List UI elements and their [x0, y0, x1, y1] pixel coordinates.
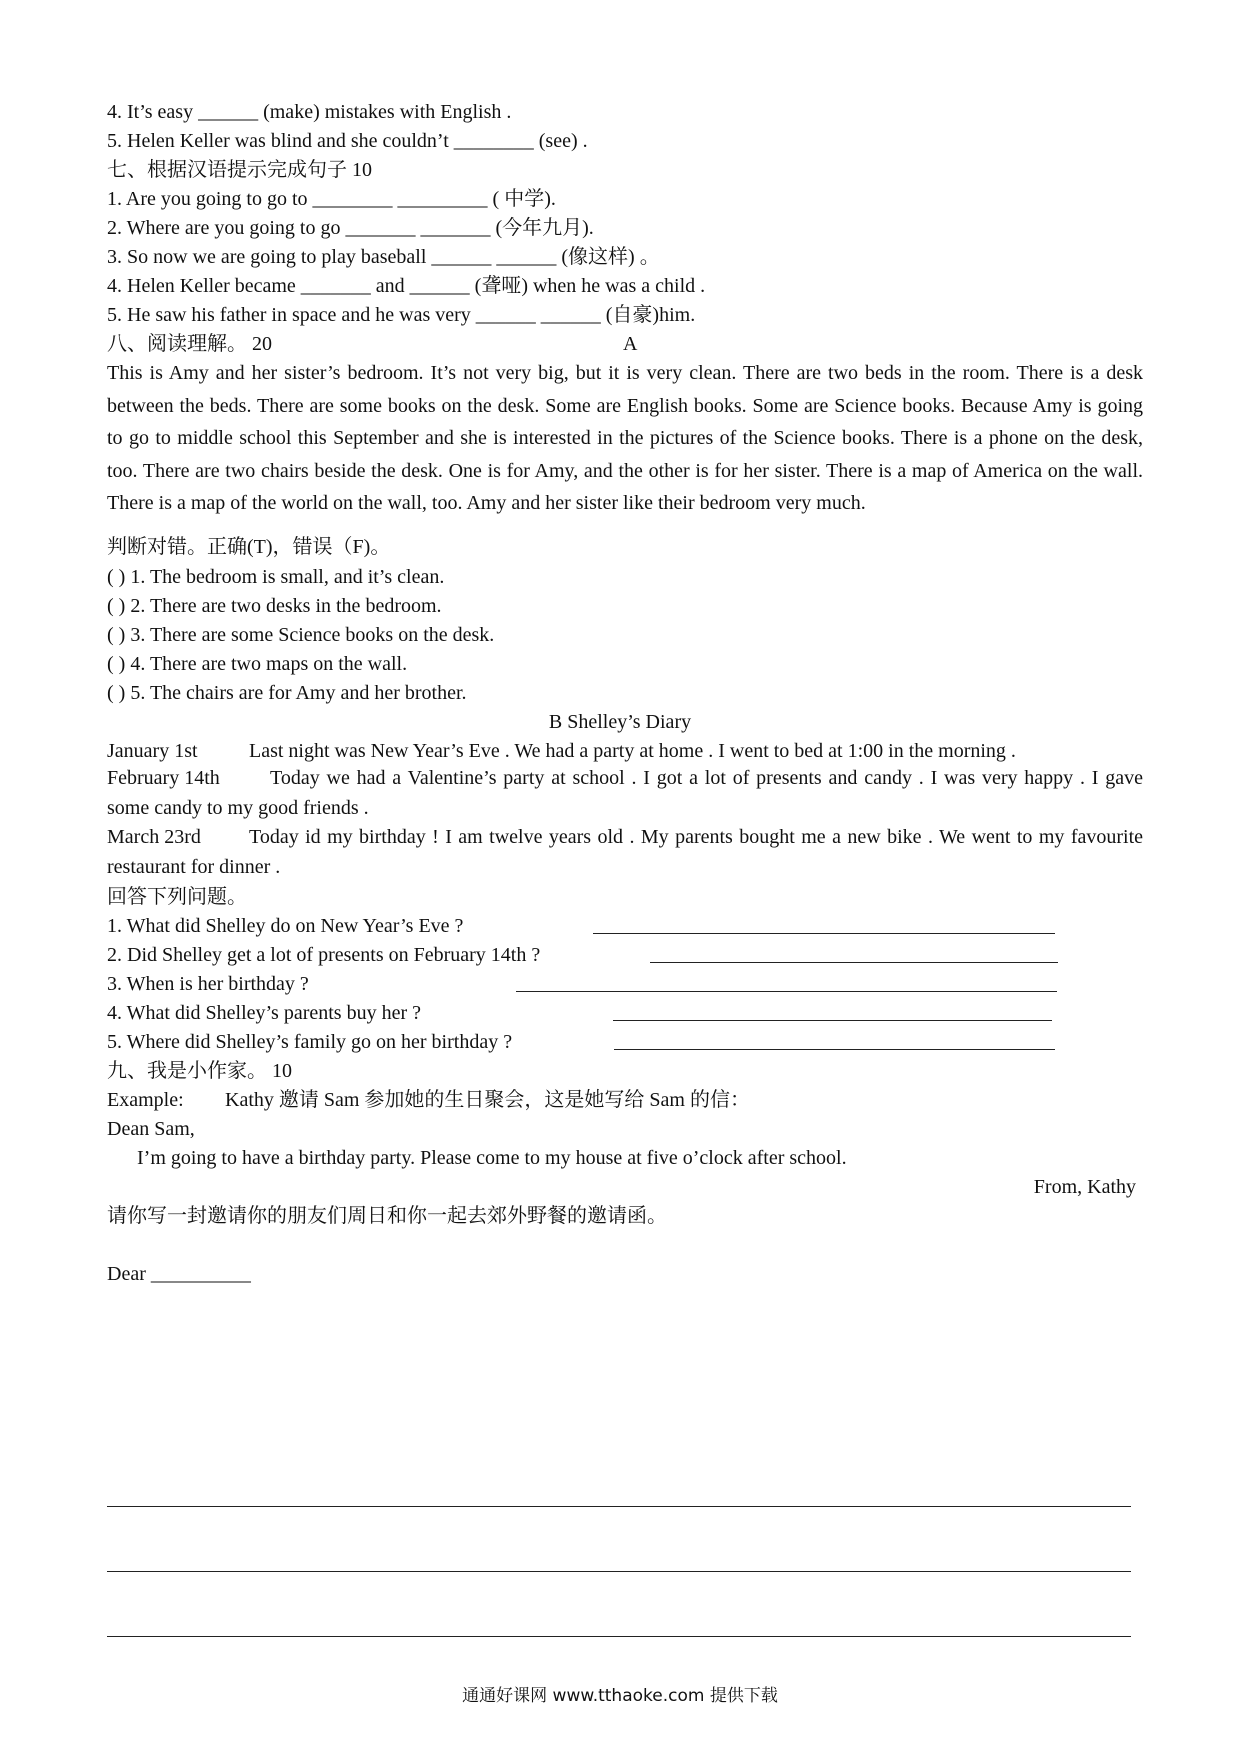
- sec6-q4: 4. It’s easy ______ (make) mistakes with English .: [107, 101, 512, 123]
- tf-item: ( ) 2. There are two desks in the bedroom.: [107, 595, 442, 617]
- letter-body: I’m going to have a birthday party. Please come to my house at five o’clock after school.: [137, 1147, 847, 1169]
- writing-line[interactable]: [107, 1571, 1131, 1572]
- writing-line[interactable]: [107, 1506, 1131, 1507]
- question: 2. Did Shelley get a lot of presents on February 14th ?: [107, 944, 541, 966]
- diary-entry: [107, 823, 1143, 882]
- sec7-q1: 1. Are you going to go to ________ _________ ( 中学).: [107, 188, 556, 210]
- answer-line[interactable]: [614, 1049, 1055, 1050]
- answer-line[interactable]: [593, 933, 1055, 934]
- question: 4. What did Shelley’s parents buy her ?: [107, 1002, 422, 1024]
- diary-text: Today we had a Valentine’s party at school . I got a lot of presents and candy . I was very happy . I gave some candy to my good friends .: [107, 767, 1143, 819]
- letter-salutation: Dean Sam,: [107, 1118, 195, 1140]
- writing-task: 请你写一封邀请你的朋友们周日和你一起去郊外野餐的邀请函。: [107, 1205, 667, 1227]
- diary-entry: [107, 735, 1016, 767]
- sec7-q4: 4. Helen Keller became _______ and ______ (聋哑) when he was a child .: [107, 275, 706, 297]
- example-desc: Kathy 邀请 Sam 参加她的生日聚会，这是她写给 Sam 的信：: [225, 1089, 750, 1111]
- tf-item: ( ) 4. There are two maps on the wall.: [107, 653, 408, 675]
- qa-instruction: 回答下列问题。: [107, 886, 247, 908]
- part-b-title: B Shelley’s Diary: [548, 711, 692, 733]
- diary-text: Last night was New Year’s Eve . We had a party at home . I went to bed at 1:00 in the morning .: [249, 740, 1016, 762]
- tf-item: ( ) 3. There are some Science books on the desk.: [107, 624, 495, 646]
- sec8-heading: 八、阅读理解。 20: [107, 333, 272, 355]
- sec9-heading: 九、我是小作家。 10: [107, 1060, 292, 1082]
- tf-instruction: 判断对错。正确(T)，错误（F)。: [107, 536, 391, 558]
- question: 1. What did Shelley do on New Year’s Eve ?: [107, 915, 464, 937]
- diary-entry: [107, 764, 1143, 823]
- diary-date: February 14th: [107, 767, 220, 789]
- diary-date: January 1st: [107, 740, 198, 762]
- question: 5. Where did Shelley’s family go on her birthday ?: [107, 1031, 513, 1053]
- question: 3. When is her birthday ?: [107, 973, 309, 995]
- answer-line[interactable]: [650, 962, 1058, 963]
- letter-signoff: From, Kathy: [1033, 1176, 1136, 1198]
- sec7-q5: 5. He saw his father in space and he was very ______ ______ (自豪)him.: [107, 304, 696, 326]
- page-footer: 通通好课网 www.tthaoke.com 提供下载: [462, 1686, 778, 1706]
- example-label: Example:: [107, 1089, 184, 1111]
- answer-line[interactable]: [516, 991, 1057, 992]
- part-a-label: A: [623, 333, 638, 355]
- diary-date: March 23rd: [107, 826, 201, 848]
- passage-a: This is Amy and her sister’s bedroom. It’s not very big, but it is very clean. There are two beds in the room. There is a desk between the beds. There are some books on the desk. Some are English books. Some are Science books. Because Amy is going to go to middle school this September and she is interested in the pictures of the Science books. There is a phone on the desk, too. There are two chairs beside the desk. One is for Amy, and the other is for her sister. There is a map of America on the wall. There is a map of the world on the wall, too. Amy and her sister like their bedroom very much.: [107, 362, 1143, 515]
- dear-line: Dear __________: [107, 1263, 251, 1285]
- diary-text: Today id my birthday ! I am twelve years old . My parents bought me a new bike . We went to my favourite restaurant for dinner .: [107, 826, 1143, 878]
- sec7-q3: 3. So now we are going to play baseball ______ ______ (像这样) 。: [107, 246, 660, 268]
- sec7-q2: 2. Where are you going to go _______ _______ (今年九月).: [107, 217, 594, 239]
- writing-line[interactable]: [107, 1636, 1131, 1637]
- tf-item: ( ) 1. The bedroom is small, and it’s clean.: [107, 566, 445, 588]
- sec6-q5: 5. Helen Keller was blind and she couldn’t ________ (see) .: [107, 130, 588, 152]
- tf-item: ( ) 5. The chairs are for Amy and her brother.: [107, 682, 467, 704]
- example-line: [107, 1084, 750, 1116]
- sec7-heading: 七、根据汉语提示完成句子 10: [107, 159, 372, 181]
- answer-line[interactable]: [613, 1020, 1052, 1021]
